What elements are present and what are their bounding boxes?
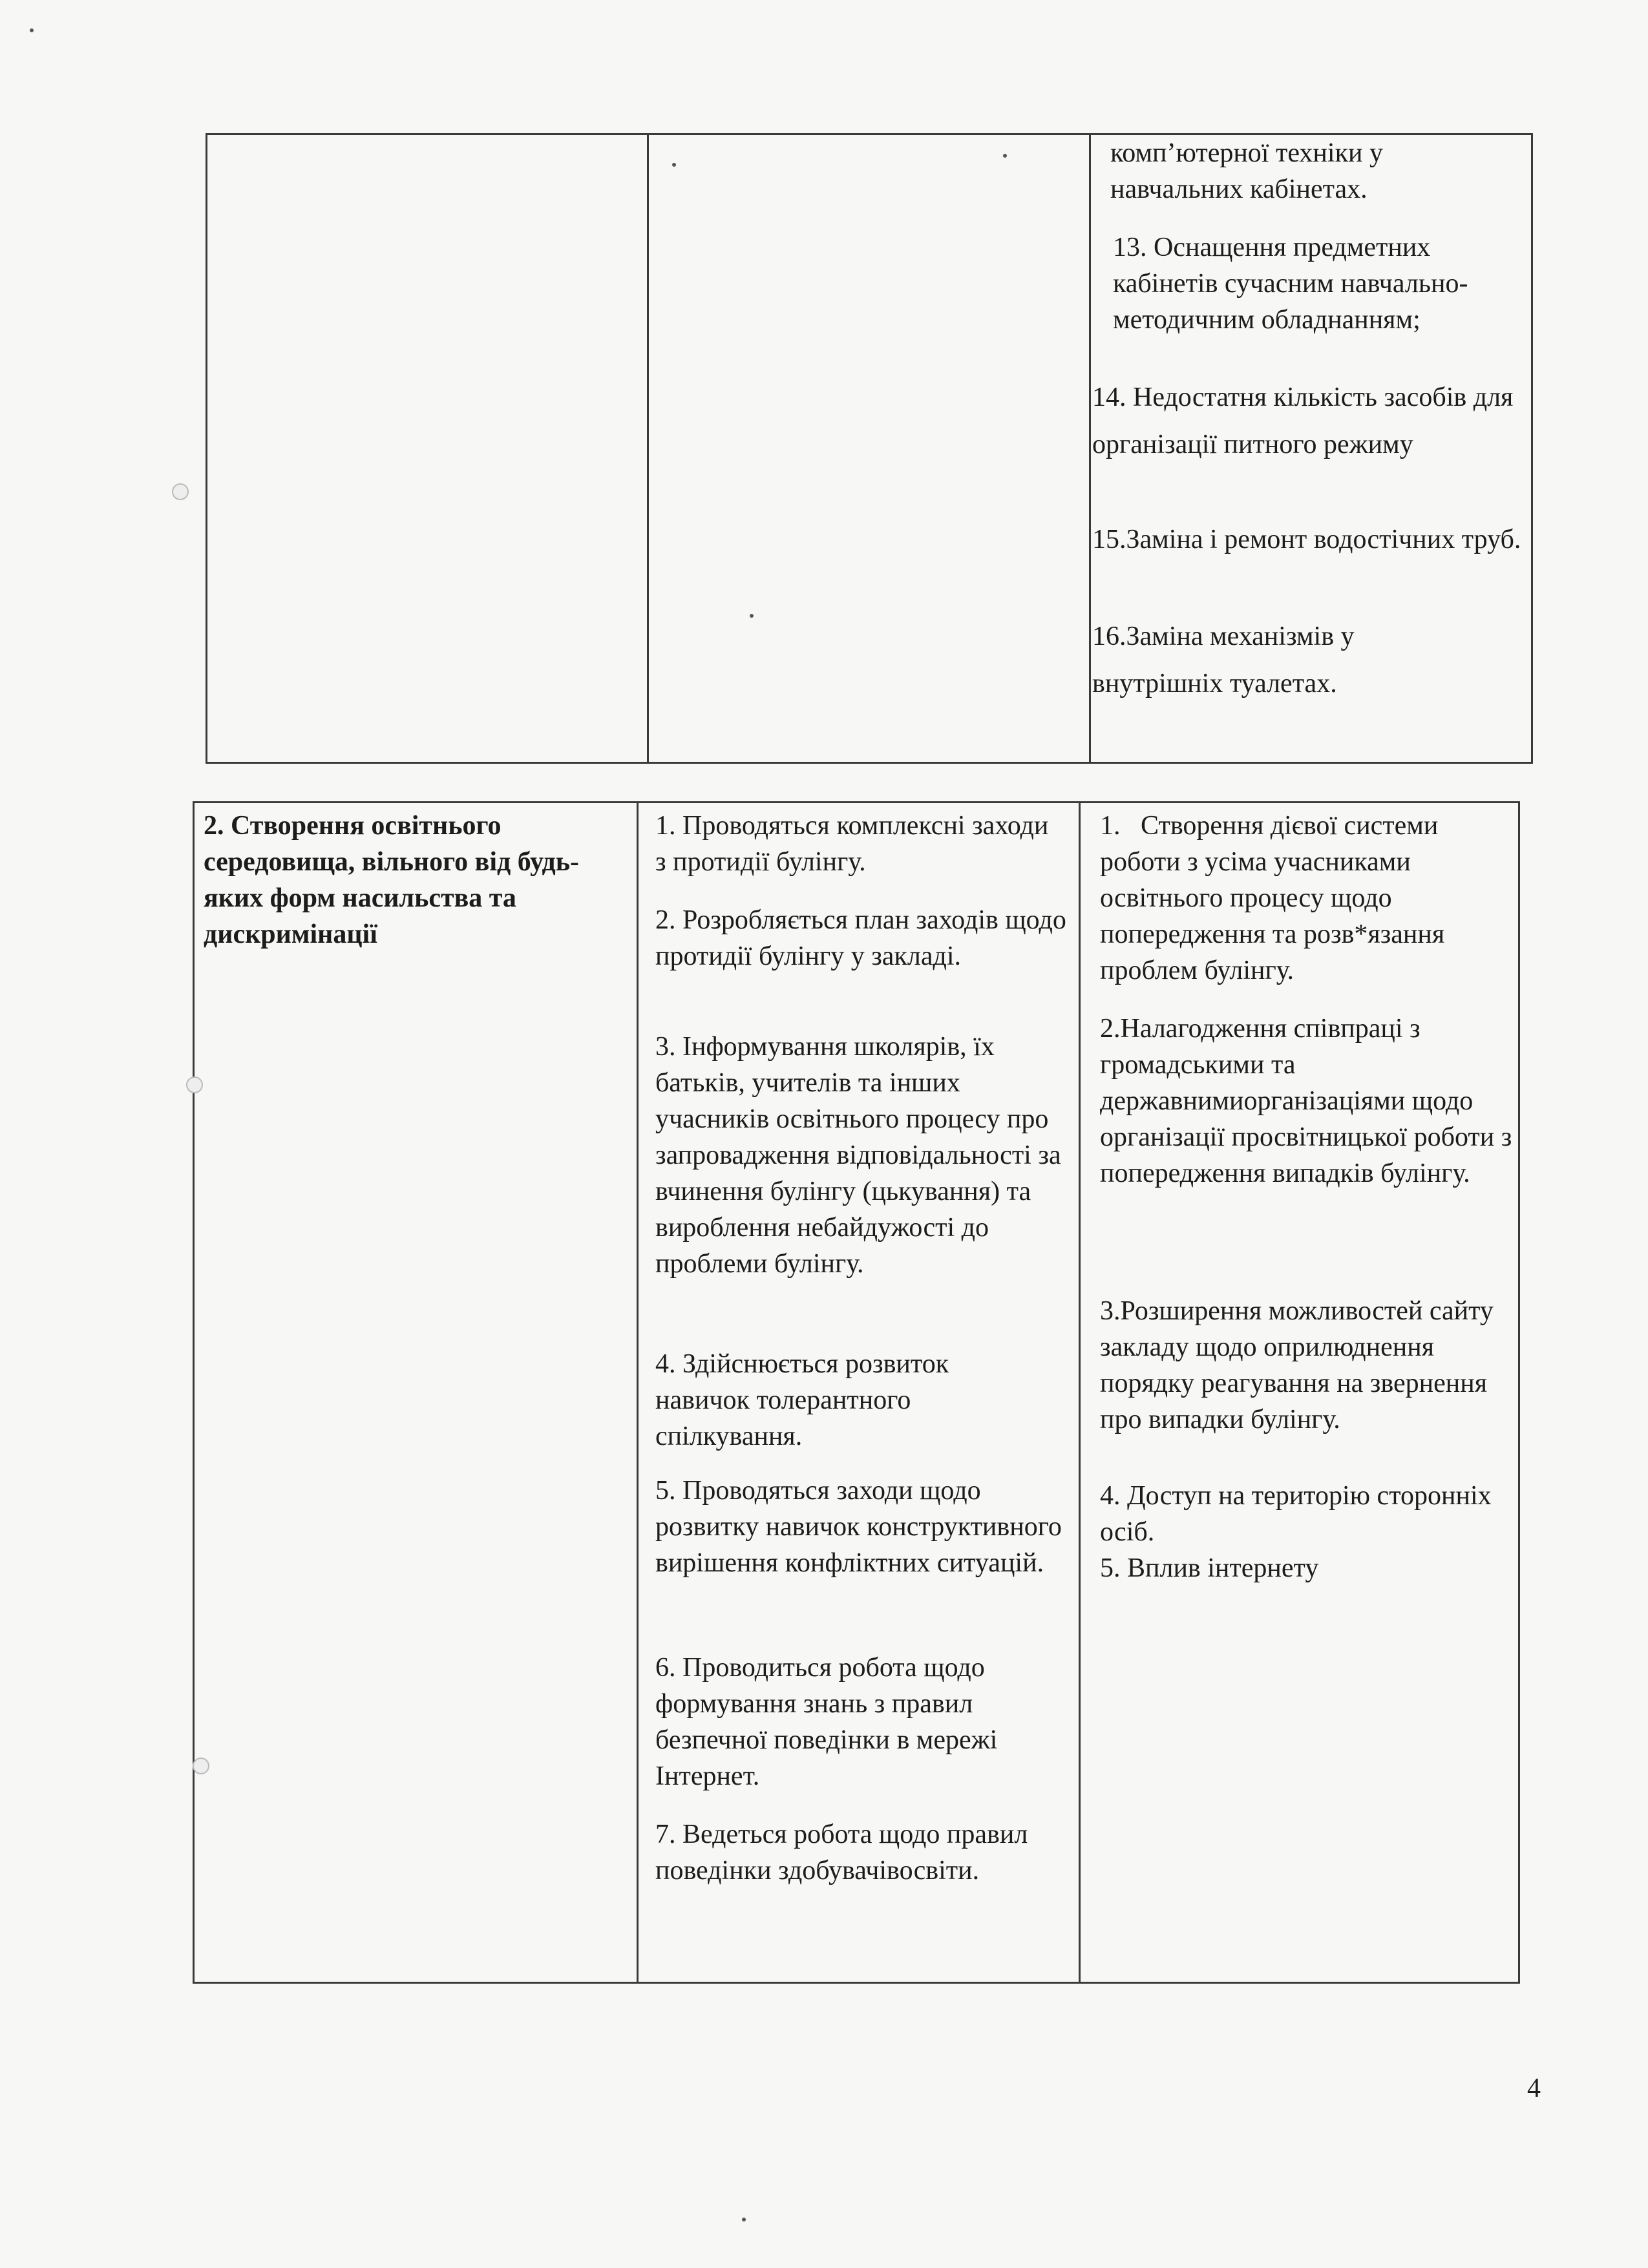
scan-speck	[1003, 154, 1007, 158]
problem-item: 4. Доступ на територію сторонніх осіб.	[1100, 1481, 1492, 1547]
scan-speck	[30, 28, 34, 32]
achievement-item: 5. Проводяться заходи щодо розвитку навичок конструктивного вирішення конфліктних ситуацій.	[655, 1476, 1062, 1578]
scan-speck	[742, 2218, 746, 2221]
problem-item: 16.Заміна механізмів у внутрішніх туалетах.	[1092, 622, 1355, 698]
achievement-item: 2. Розробляється план заходів щодо протидії булінгу у закладі.	[655, 905, 1066, 971]
cell-goal-empty	[207, 135, 647, 762]
problem-item: 1. Створення дієвої системи роботи з усіма учасниками освітнього процесу щодо попередження та розв*язання проблем булінгу.	[1100, 811, 1452, 985]
achievement-item: 7. Ведеться робота щодо правил поведінки здобувачівосвіти.	[655, 1820, 1028, 1885]
cell-problems	[1091, 135, 1533, 762]
page-number: 4	[1527, 2074, 1541, 2103]
achievement-item: 6. Проводиться робота щодо формування знань з правил безпечної поведінки в мережі Інтернет.	[655, 1653, 998, 1791]
achievement-item: 4. Здійснюється розвиток навичок толерантного спілкування.	[655, 1349, 949, 1451]
cell-achievements-empty	[649, 135, 1089, 762]
problem-item: 14. Недостатня кількість засобів для організації питного режиму	[1092, 383, 1514, 459]
achievement-item: 1. Проводяться комплексні заходи з протидії булінгу.	[655, 811, 1049, 877]
cell-achievements	[639, 803, 1079, 1982]
punch-hole-mark	[193, 1758, 209, 1774]
problem-item: комп’ютерної техніки у навчальних кабінетах.	[1110, 138, 1383, 204]
goal-title: 2. Створення освітнього середовища, вільного від будь-яких форм насильства та дискримінації	[204, 811, 579, 949]
problem-item: 5. Вплив інтернету	[1100, 1553, 1319, 1583]
scan-speck	[750, 614, 754, 618]
achievement-item: 3. Інформування школярів, їх батьків, учителів та інших учасників освітнього процесу про запровадження відповідальності за вчинення булінгу (цькування) та вироблення небайдужості до проблеми булінгу.	[655, 1032, 1061, 1279]
table-continuation	[206, 133, 1533, 764]
table-section-2	[193, 801, 1520, 1984]
cell-goal	[195, 803, 637, 1982]
problem-item: 3.Розширення можливостей сайту закладу щодо оприлюднення порядку реагування на звернення про випадки булінгу.	[1100, 1296, 1494, 1434]
problem-item: 2.Налагодження співпраці з громадськими та державнимиорганізаціями щодо організації просвітницької роботи з попередження випадків булінгу.	[1100, 1014, 1512, 1188]
problem-item: 13. Оснащення предметних кабінетів сучасним навчально-методичним обладнанням;	[1113, 233, 1468, 335]
problem-item: 15.Заміна і ремонт водостічних труб.	[1092, 525, 1521, 554]
punch-hole-mark	[186, 1076, 203, 1093]
cell-problems	[1081, 803, 1520, 1982]
punch-hole-mark	[172, 483, 189, 500]
scan-speck	[672, 163, 676, 167]
